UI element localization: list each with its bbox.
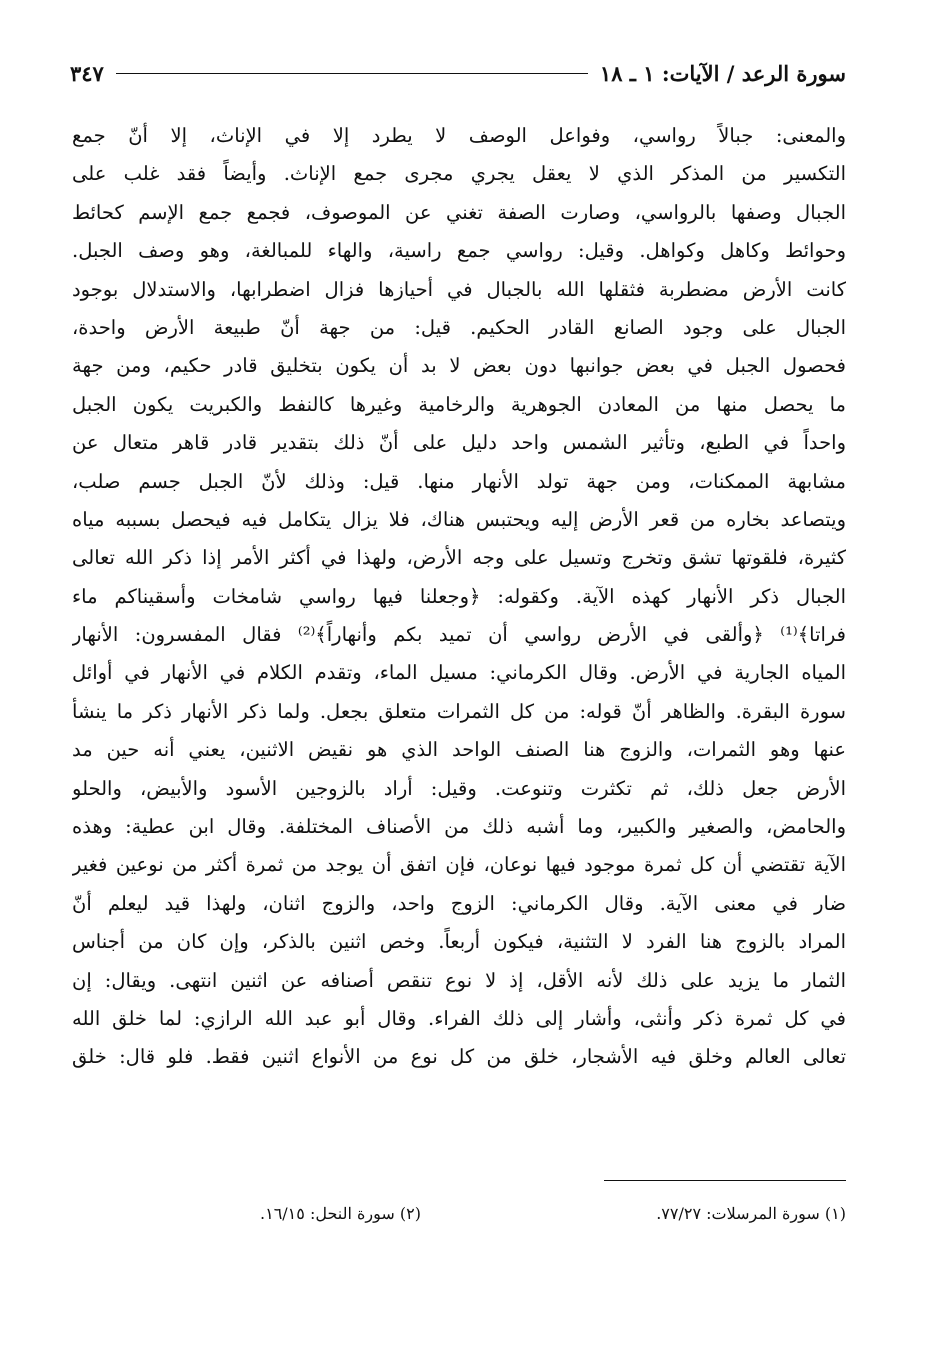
text-line: الآية تقتضي أن كل ثمرة موجود فيها نوعان، فإن اتفق أن يوجد من ثمرة أكثر من نوعين فغير (72, 853, 846, 877)
text-line: كانت الأرض مضطربة فثقلها الله بالجبال في أحيازها فزال اضطرابها، والاستدلال بوجود (72, 277, 846, 301)
text-line: مشابهة الممكنات، ومن جهة تولد الأنهار منها. قيل: وذلك لأنّ الجبل جسم صلب، (72, 469, 846, 493)
text-line: الأرض جعل ذلك، ثم تكثرت وتنوعت. وقيل: أراد بالزوجين الأسود والأبيض، والحلو (72, 776, 846, 800)
text-line: فحصول الجبل في بعض جوانبها دون بعض لا بد أن يكون بتخليق قادر حكيم، ومن جهة (72, 354, 846, 378)
text-line: الجبال وصفها بالرواسي، وصارت الصفة تغني عن الموصوف، فجمع جمع الإسم كحائط (72, 200, 846, 224)
header-rule (116, 73, 588, 74)
text-line: والحامض، والصغير والكبير، وما أشبه ذلك من الأصناف المختلفة. وقال ابن عطية: وهذه (72, 815, 846, 839)
footnotes (260, 1204, 846, 1223)
body-text (72, 117, 846, 1077)
text-line: ما يحصل منها من المعادن الجوهرية والرخامية وغيرها كالنفط والكبريت يكون الجبل (72, 392, 846, 416)
footnote-2: (٢) سورة النحل: ١٦/١٥. (260, 1204, 421, 1223)
text-line: والمعنى: جبالاً رواسي، وفواعل الوصف لا يطرد إلا في الإناث، إلا أنّ جمع (72, 124, 846, 147)
text-line: وحوائط وكاهل وكواهل. وقيل: رواسي جمع راسية، والهاء للمبالغة، وهو وصف الجبل. (72, 239, 846, 263)
text-line: ويتصاعد بخاره من قعر الأرض إليه ويحتبس هناك، فلا يزال يتكامل فيه فيحصل بسببه مياه (72, 507, 846, 531)
text-line: تعالى العالم وخلق فيه الأشجار، خلق من كل نوع من الأنواع اثنين فقط. فلو قال: خلق (72, 1045, 846, 1069)
footnote-1: (١) سورة المرسلات: ٧٧/٢٧. (656, 1204, 846, 1223)
text-line: الثمار ما يزيد على ذلك لأنه الأقل، إذ لا نوع تنقص أصنافه عن اثنين انتهى. ويقال: إن (72, 968, 846, 992)
text-line: فراتا﴾⁽¹⁾ ﴿وألقى في الأرض رواسي أن تميد بكم وأنهاراً﴾⁽²⁾ فقال المفسرون: الأنهار (72, 623, 846, 647)
text-line: عنها وهو الثمرات، والزوج هنا الصنف الواحد الذي هو نقيض الاثنين، يعني أنه حين مد (72, 738, 846, 762)
text-line: واحداً في الطبع، وتأثير الشمس واحد دليل على أنّ ذلك بتقدير قادر قاهر متعال عن (72, 431, 846, 455)
page-number: ٣٤٧ (70, 60, 104, 86)
text-line: الجبال ذكر الأنهار كهذه الآية. وكقوله: ﴿وجعلنا فيها رواسي شامخات وأسقيناكم ماء (72, 584, 846, 608)
text-line: في كل ثمرة ذكر وأنثى، وأشار إلى ذلك الفراء. وقال أبو عبد الله الرازي: لما خلق الله (72, 1006, 846, 1030)
running-header (70, 58, 846, 88)
text-line: التكسير من المذكر الذي لا يعقل يجري مجرى جمع الإناث. وأيضاً فقد غلب على (72, 162, 846, 186)
text-line: كثيرة، فلقوتها تشق وتخرج وتسيل على وجه الأرض، ولهذا في أكثر الأمر إذا ذكر الله تعالى (72, 546, 846, 570)
text-line: المياه الجارية في الأرض. وقال الكرماني: مسيل الماء، وتقدم الكلام في الأنهار في أوائل (72, 661, 846, 685)
text-line: المراد بالزوج هنا الفرد لا التثنية، فيكون أربعاً. وخص اثنين بالذكر، وإن كان من أجناس (72, 930, 846, 954)
text-line: ضار في معنى الآية. وقال الكرماني: الزوج واحد، والزوج اثنان، ولهذا قيد ليعلم أنّ (72, 891, 846, 915)
footnote-separator (604, 1180, 846, 1181)
text-line: سورة البقرة. والظاهر أنّ قوله: من كل الثمرات متعلق بجعل. ولما ذكر الأنهار ذكر ما ينشأ (72, 699, 846, 723)
text-line: الجبال على وجود الصانع القادر الحكيم. قيل: من جهة أنّ طبيعة الأرض واحدة، (72, 315, 846, 339)
header-title: سورة الرعد / الآيات: ١ ـ ١٨ (599, 60, 846, 86)
